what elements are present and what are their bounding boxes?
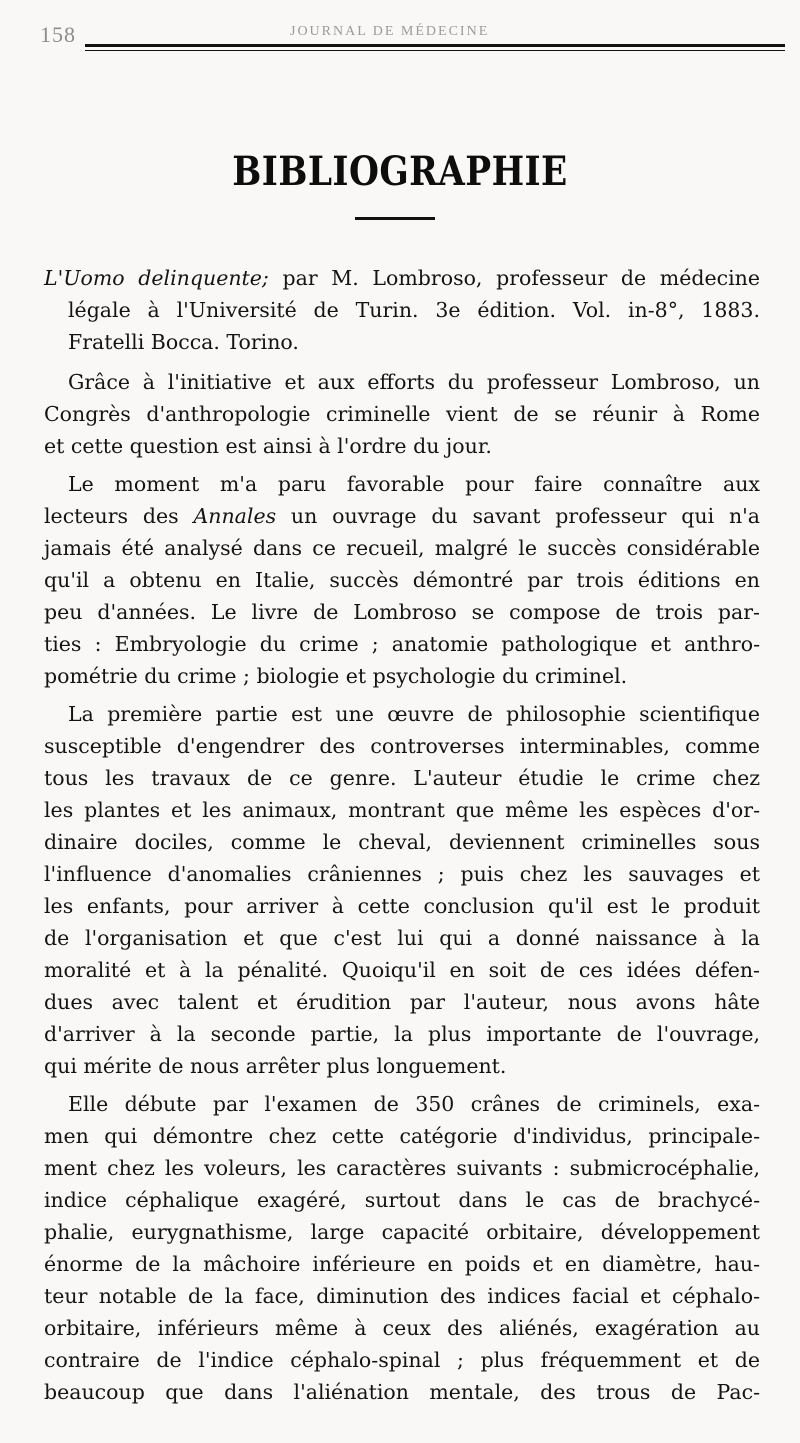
running-title: JOURNAL DE MÉDECINE: [290, 24, 490, 39]
paragraph: [44, 1088, 760, 1408]
journal-name: Annales: [193, 504, 277, 528]
text-line: les plantes et les animaux, montrant que même les espèces d'or-: [44, 798, 760, 822]
text-line: d'arriver à la seconde partie, la plus importante de l'ouvrage,: [44, 1022, 760, 1046]
citation: [44, 262, 760, 358]
text-line: qui mérite de nous arrêter plus longuement.: [44, 1054, 507, 1078]
citation-line: [44, 262, 760, 294]
text-line: ment chez les voleurs, les caractères suivants : submicrocéphalie,: [44, 1156, 760, 1180]
page-number: 158: [40, 22, 76, 47]
text-fragment: lecteurs des: [44, 504, 194, 528]
citation-text: par M. Lombroso, professeur de médecine: [282, 266, 760, 290]
paragraph: [44, 698, 760, 1082]
article-body: [44, 262, 760, 1408]
text-line: ties : Embryologie du crime ; anatomie pathologique et anthro-: [44, 632, 760, 656]
citation-line: légale à l'Université de Turin. 3e édition. Vol. in-8°, 1883.: [68, 298, 760, 322]
text-line: susceptible d'engendrer des controverses interminables, comme: [44, 734, 760, 758]
section-title: BIBLIOGRAPHIE: [232, 148, 568, 195]
text-line: dinaire dociles, comme le cheval, deviennent criminelles sous: [44, 830, 760, 854]
text-line: et cette question est ainsi à l'ordre du jour.: [44, 434, 492, 458]
text-line: orbitaire, inférieurs même à ceux des aliénés, exagération au: [44, 1316, 760, 1340]
header-rule: [85, 44, 785, 47]
text-line: l'influence d'anomalies crâniennes ; puis chez les sauvages et: [44, 862, 760, 886]
text-line: contraire de l'indice céphalo-spinal ; plus fréquemment et de: [44, 1348, 760, 1372]
text-line: tous les travaux de ce genre. L'auteur étudie le crime chez: [44, 766, 760, 790]
text-line: moralité et à la pénalité. Quoiqu'il en soit de ces idées défen-: [44, 958, 760, 982]
text-line: Le moment m'a paru favorable pour faire connaître aux: [68, 472, 760, 496]
citation-line: Fratelli Bocca. Torino.: [68, 330, 299, 354]
text-line: teur notable de la face, diminution des indices facial et céphalo-: [44, 1284, 760, 1308]
text-fragment: un ouvrage du savant professeur qui n'a: [276, 504, 760, 528]
paragraph: [44, 468, 760, 692]
text-line: beaucoup que dans l'aliénation mentale, des trous de Pac-: [44, 1380, 760, 1404]
text-line: [44, 500, 760, 532]
text-line: jamais été analysé dans ce recueil, malgré le succès considérable: [44, 536, 760, 560]
text-line: énorme de la mâchoire inférieure en poids et en diamètre, hau-: [44, 1252, 760, 1276]
title-rule: [355, 217, 435, 220]
text-line: pométrie du crime ; biologie et psychologie du criminel.: [44, 664, 628, 688]
text-line: Elle débute par l'examen de 350 crânes de criminels, exa-: [68, 1092, 760, 1116]
text-line: men qui démontre chez cette catégorie d'individus, principale-: [44, 1124, 760, 1148]
text-line: Grâce à l'initiative et aux efforts du professeur Lombroso, un: [68, 370, 760, 394]
text-line: Congrès d'anthropologie criminelle vient de se réunir à Rome: [44, 402, 760, 426]
text-line: indice céphalique exagéré, surtout dans le cas de brachycé-: [44, 1188, 760, 1212]
text-line: les enfants, pour arriver à cette conclusion qu'il est le produit: [44, 894, 760, 918]
book-title: L'Uomo delinquente;: [44, 266, 269, 290]
text-line: dues avec talent et érudition par l'auteur, nous avons hâte: [44, 990, 760, 1014]
text-line: de l'organisation et que c'est lui qui a donné naissance à la: [44, 926, 760, 950]
text-line: peu d'années. Le livre de Lombroso se compose de trois par-: [44, 600, 760, 624]
paragraph: [44, 366, 760, 462]
text-line: La première partie est une œuvre de philosophie scientifique: [68, 702, 760, 726]
text-line: qu'il a obtenu en Italie, succès démontré par trois éditions en: [44, 568, 760, 592]
running-head: [40, 20, 760, 60]
text-line: phalie, eurygnathisme, large capacité orbitaire, développement: [44, 1220, 760, 1244]
header-rule-thin: [85, 50, 785, 51]
